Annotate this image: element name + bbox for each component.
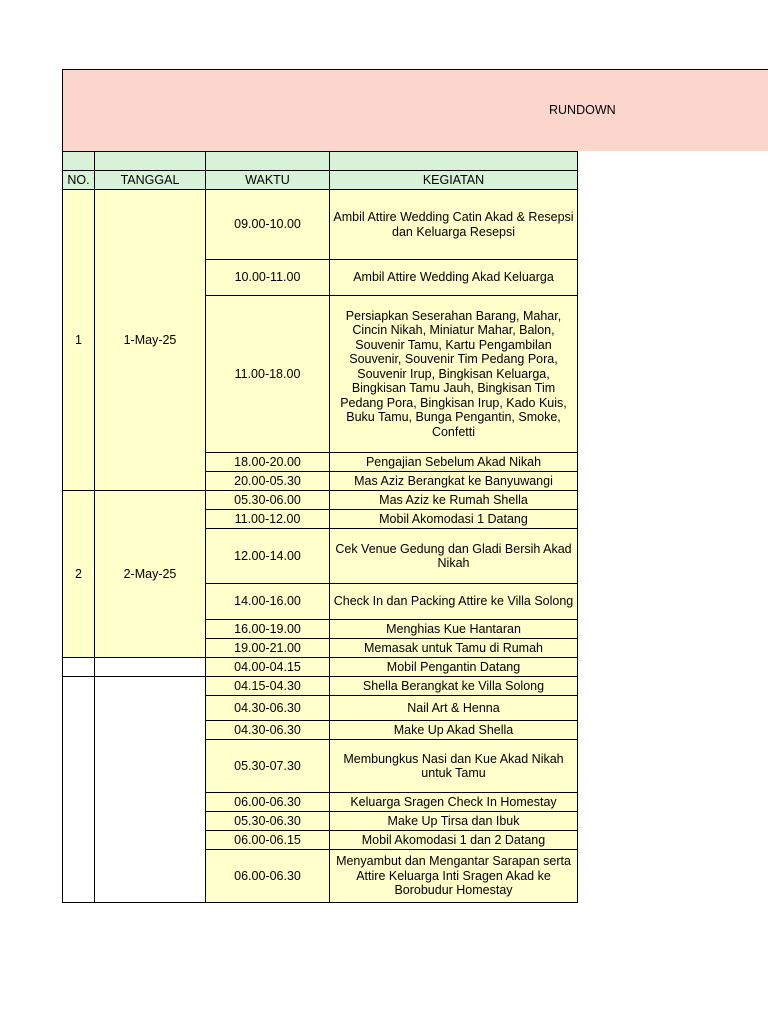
cell-kegiatan: Mas Aziz ke Rumah Shella <box>330 491 578 510</box>
cell-waktu: 06.00-06.15 <box>206 831 330 850</box>
rundown-table <box>62 151 578 903</box>
cell-kegiatan: Ambil Attire Wedding Catin Akad & Resepsi dan Keluarga Resepsi <box>330 190 578 260</box>
cell-kegiatan: Cek Venue Gedung dan Gladi Bersih Akad Nikah <box>330 529 578 584</box>
cell-waktu: 06.00-06.30 <box>206 850 330 903</box>
cell-waktu: 04.00-04.15 <box>206 658 330 677</box>
table-row <box>63 491 578 510</box>
cell-no <box>63 658 95 677</box>
cell-waktu: 16.00-19.00 <box>206 620 330 639</box>
cell-tanggal: 2-May-25 <box>95 491 206 658</box>
cell-kegiatan: Mobil Akomodasi 1 dan 2 Datang <box>330 831 578 850</box>
cell-kegiatan: Mobil Pengantin Datang <box>330 658 578 677</box>
cell-kegiatan: Pengajian Sebelum Akad Nikah <box>330 453 578 472</box>
cell-waktu: 06.00-06.30 <box>206 793 330 812</box>
header-tanggal: TANGGAL <box>95 171 206 190</box>
header-kegiatan: KEGIATAN <box>330 171 578 190</box>
blank-cell <box>206 152 330 171</box>
cell-waktu: 20.00-05.30 <box>206 472 330 491</box>
cell-waktu: 09.00-10.00 <box>206 190 330 260</box>
cell-waktu: 11.00-12.00 <box>206 510 330 529</box>
cell-waktu: 04.30-06.30 <box>206 696 330 721</box>
cell-kegiatan: Make Up Akad Shella <box>330 721 578 740</box>
cell-waktu: 11.00-18.00 <box>206 296 330 453</box>
cell-kegiatan: Mobil Akomodasi 1 Datang <box>330 510 578 529</box>
cell-waktu: 04.15-04.30 <box>206 677 330 696</box>
header-no: NO. <box>63 171 95 190</box>
cell-waktu: 04.30-06.30 <box>206 721 330 740</box>
cell-tanggal: 1-May-25 <box>95 190 206 491</box>
cell-no <box>63 677 95 903</box>
cell-tanggal <box>95 677 206 903</box>
table-row <box>63 658 578 677</box>
rundown-title: RUNDOWN <box>549 103 616 117</box>
blank-header-row <box>63 152 578 171</box>
cell-no: 2 <box>63 491 95 658</box>
blank-cell <box>63 152 95 171</box>
cell-kegiatan: Memasak untuk Tamu di Rumah <box>330 639 578 658</box>
cell-waktu: 14.00-16.00 <box>206 584 330 620</box>
header-row <box>63 171 578 190</box>
cell-kegiatan: Make Up Tirsa dan Ibuk <box>330 812 578 831</box>
cell-waktu: 05.30-06.00 <box>206 491 330 510</box>
table-row <box>63 677 578 696</box>
cell-waktu: 18.00-20.00 <box>206 453 330 472</box>
cell-kegiatan: Ambil Attire Wedding Akad Keluarga <box>330 260 578 296</box>
cell-waktu: 19.00-21.00 <box>206 639 330 658</box>
cell-waktu: 05.30-07.30 <box>206 740 330 793</box>
cell-kegiatan: Menghias Kue Hantaran <box>330 620 578 639</box>
cell-waktu: 12.00-14.00 <box>206 529 330 584</box>
cell-kegiatan: Mas Aziz Berangkat ke Banyuwangi <box>330 472 578 491</box>
cell-kegiatan: Keluarga Sragen Check In Homestay <box>330 793 578 812</box>
blank-cell <box>330 152 578 171</box>
cell-kegiatan: Persiapkan Seserahan Barang, Mahar, Cincin Nikah, Miniatur Mahar, Balon, Souvenir Tamu, Kartu Pengambilan Souvenir, Souvenir Tim Pedang Pora, Souvenir Irup, Bingkisan Keluarga, Bingkisan Tamu Jauh, Bingkisan Tim Pedang Pora, Bingkisan Irup, Kado Kuis, Buku Tamu, Bunga Pengantin, Smoke, Confetti <box>330 296 578 453</box>
cell-tanggal <box>95 658 206 677</box>
cell-kegiatan: Nail Art & Henna <box>330 696 578 721</box>
cell-waktu: 05.30-06.30 <box>206 812 330 831</box>
title-band <box>62 69 768 151</box>
blank-cell <box>95 152 206 171</box>
table-row <box>63 190 578 260</box>
cell-kegiatan: Membungkus Nasi dan Kue Akad Nikah untuk Tamu <box>330 740 578 793</box>
header-waktu: WAKTU <box>206 171 330 190</box>
cell-waktu: 10.00-11.00 <box>206 260 330 296</box>
cell-kegiatan: Check In dan Packing Attire ke Villa Solong <box>330 584 578 620</box>
cell-kegiatan: Shella Berangkat ke Villa Solong <box>330 677 578 696</box>
cell-kegiatan: Menyambut dan Mengantar Sarapan serta Attire Keluarga Inti Sragen Akad ke Borobudur Homestay <box>330 850 578 903</box>
cell-no: 1 <box>63 190 95 491</box>
